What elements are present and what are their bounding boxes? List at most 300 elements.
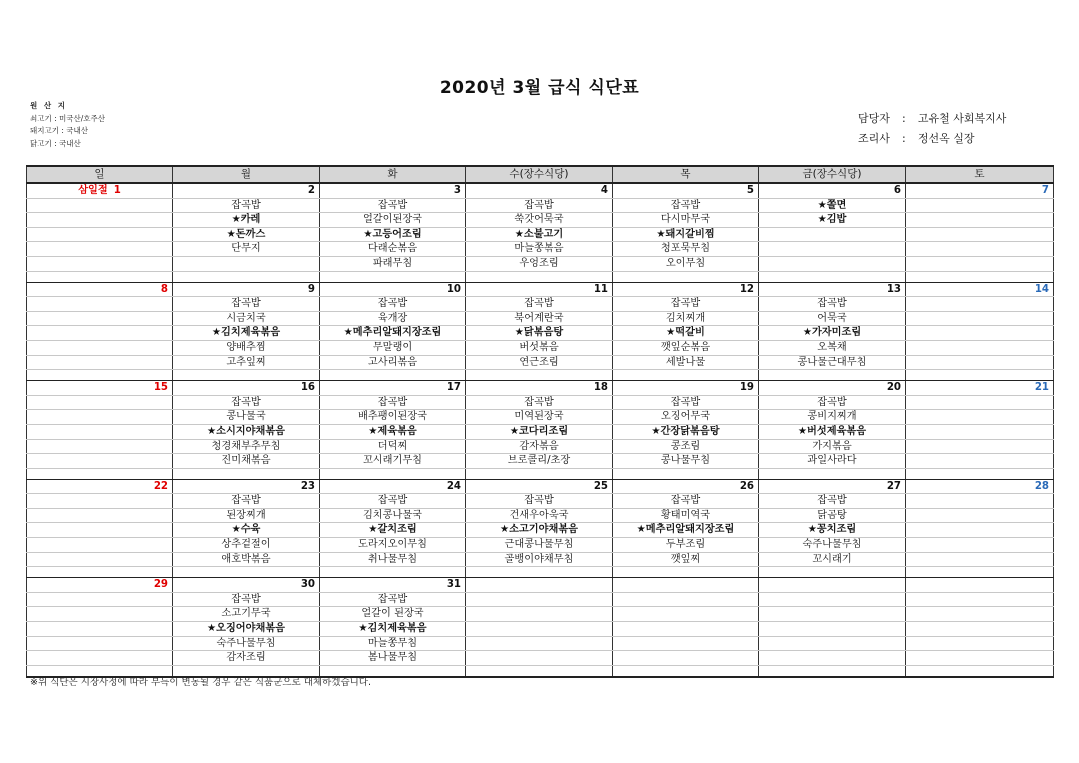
menu-row: [27, 636, 1054, 651]
menu-item: [906, 454, 1054, 469]
menu-item: 도라지오이무침: [320, 538, 466, 553]
menu-item: 더덕찌: [320, 439, 466, 454]
menu-item: ★고등어조림: [320, 227, 466, 242]
date-number: 3: [453, 185, 461, 196]
menu-item: 우엉조림: [466, 256, 613, 271]
spacer-cell: [27, 271, 173, 282]
date-number: 13: [886, 283, 901, 295]
date-cell: [320, 578, 466, 593]
menu-item: [906, 311, 1054, 326]
menu-row: [27, 326, 1054, 341]
week-spacer: [27, 468, 1054, 479]
menu-item: 미역된장국: [466, 410, 613, 425]
spacer-cell: [173, 271, 320, 282]
menu-item: [906, 607, 1054, 622]
menu-item: ★소시지야채볶음: [173, 424, 320, 439]
menu-item: [759, 607, 906, 622]
menu-item: 배추팽이된장국: [320, 410, 466, 425]
weekday-header: 수(장수식당): [466, 166, 613, 183]
menu-item: 무말랭이: [320, 340, 466, 355]
menu-item: 오복채: [759, 340, 906, 355]
weekday-header: 월: [173, 166, 320, 183]
menu-item: [613, 636, 759, 651]
menu-item: [27, 311, 173, 326]
menu-item: 진미채볶음: [173, 454, 320, 469]
menu-row: [27, 227, 1054, 242]
menu-item: 잡곡밥: [173, 297, 320, 312]
menu-item: ★소고기야채볶음: [466, 523, 613, 538]
date-cell: [173, 578, 320, 593]
menu-item: ★닭볶음탕: [466, 326, 613, 341]
menu-item: 다래순볶음: [320, 242, 466, 257]
spacer-cell: [613, 370, 759, 381]
menu-item: 숙주나물무침: [759, 538, 906, 553]
menu-item: [906, 538, 1054, 553]
menu-row: [27, 523, 1054, 538]
menu-row: [27, 424, 1054, 439]
menu-item: [27, 297, 173, 312]
menu-row: [27, 538, 1054, 553]
date-cell: [613, 479, 759, 494]
meal-calendar: [26, 165, 1054, 678]
menu-item: 된장찌개: [173, 508, 320, 523]
menu-item: [759, 592, 906, 607]
spacer-cell: [759, 468, 906, 479]
menu-row: [27, 355, 1054, 370]
date-number: 14: [1034, 283, 1049, 295]
menu-item: [466, 651, 613, 666]
menu-item: [613, 651, 759, 666]
menu-item: 과일사라다: [759, 454, 906, 469]
date-cell: [759, 381, 906, 396]
menu-row: [27, 242, 1054, 257]
weekday-header-row: [27, 166, 1054, 183]
menu-item: [906, 198, 1054, 213]
menu-item: ★가자미조림: [759, 326, 906, 341]
date-row: [27, 282, 1054, 297]
menu-item: [27, 256, 173, 271]
staff-name: 정선옥 실장: [917, 132, 975, 145]
menu-item: 김치콩나물국: [320, 508, 466, 523]
menu-item: 청포묵무침: [613, 242, 759, 257]
menu-item: 연근조림: [466, 355, 613, 370]
menu-item: 잡곡밥: [613, 494, 759, 509]
spacer-cell: [466, 468, 613, 479]
menu-item: 잡곡밥: [466, 297, 613, 312]
menu-row: [27, 651, 1054, 666]
menu-row: [27, 508, 1054, 523]
date-cell: [320, 381, 466, 396]
menu-item: [906, 439, 1054, 454]
date-number: 15: [153, 382, 168, 394]
menu-item: [27, 326, 173, 341]
menu-item: 파래무침: [320, 256, 466, 271]
spacer-cell: [613, 271, 759, 282]
date-cell: [27, 282, 173, 297]
menu-item: [27, 636, 173, 651]
menu-item: [906, 494, 1054, 509]
spacer-cell: [759, 665, 906, 677]
menu-item: [613, 622, 759, 637]
menu-item: ★갈치조림: [320, 523, 466, 538]
menu-item: ★쫄면: [759, 198, 906, 213]
menu-item: [27, 508, 173, 523]
menu-item: 애호박볶음: [173, 552, 320, 567]
spacer-cell: [27, 567, 173, 578]
menu-row: [27, 198, 1054, 213]
date-number: 8: [160, 283, 168, 295]
menu-item: [27, 395, 173, 410]
origin-line-pork: 돼지고기 : 국내산: [30, 126, 89, 135]
date-number: 26: [739, 480, 754, 492]
menu-item: 잡곡밥: [173, 198, 320, 213]
date-cell: [27, 381, 173, 396]
menu-item: [759, 227, 906, 242]
date-number: 18: [593, 382, 608, 394]
menu-item: ★소불고기: [466, 227, 613, 242]
menu-item: 잡곡밥: [173, 494, 320, 509]
menu-row: [27, 607, 1054, 622]
menu-item: ★돼지갈비찜: [613, 227, 759, 242]
menu-item: ★메추리알돼지장조림: [320, 326, 466, 341]
spacer-cell: [173, 468, 320, 479]
menu-item: ★꽁치조림: [759, 523, 906, 538]
menu-item: 북어계란국: [466, 311, 613, 326]
menu-row: [27, 439, 1054, 454]
menu-item: [906, 622, 1054, 637]
menu-item: 잡곡밥: [466, 395, 613, 410]
date-number: 28: [1034, 480, 1049, 492]
date-number: 31: [446, 579, 461, 591]
menu-item: 육개장: [320, 311, 466, 326]
menu-row: [27, 494, 1054, 509]
menu-item: [27, 213, 173, 228]
menu-item: 얼갈이 된장국: [320, 607, 466, 622]
menu-item: 세발나물: [613, 355, 759, 370]
menu-item: ★떡갈비: [613, 326, 759, 341]
menu-item: [27, 439, 173, 454]
date-cell: [613, 183, 759, 198]
menu-item: [906, 242, 1054, 257]
menu-item: [759, 242, 906, 257]
menu-item: 잡곡밥: [613, 198, 759, 213]
menu-item: 감자볶음: [466, 439, 613, 454]
menu-item: [27, 622, 173, 637]
menu-item: [466, 607, 613, 622]
menu-item: 어묵국: [759, 311, 906, 326]
page-title: 2020년 3월 급식 식단표: [439, 78, 640, 98]
date-row: [27, 183, 1054, 198]
weekday-header: 금(장수식당): [759, 166, 906, 183]
date-cell: [906, 282, 1054, 297]
menu-item: 고추잎찌: [173, 355, 320, 370]
menu-item: 닭곰탕: [759, 508, 906, 523]
spacer-cell: [320, 271, 466, 282]
date-cell: [173, 381, 320, 396]
date-number: 6: [893, 185, 901, 196]
menu-item: 잡곡밥: [466, 198, 613, 213]
menu-item: 잡곡밥: [613, 395, 759, 410]
origin-info: [30, 100, 105, 150]
staff-name: 고유철 사회복지사: [917, 112, 1007, 125]
spacer-cell: [906, 567, 1054, 578]
spacer-cell: [906, 665, 1054, 677]
menu-item: 잡곡밥: [759, 297, 906, 312]
menu-item: 단무지: [173, 242, 320, 257]
weekday-header: 화: [320, 166, 466, 183]
staff-cook: 조리사 : 정선옥 실장: [858, 132, 975, 145]
menu-item: [906, 508, 1054, 523]
date-cell: [613, 282, 759, 297]
date-number: 23: [300, 480, 315, 492]
date-number: 30: [300, 579, 315, 591]
menu-item: 콩조림: [613, 439, 759, 454]
menu-item: 브로콜리/초장: [466, 454, 613, 469]
date-row: [27, 381, 1054, 396]
menu-item: ★돈까스: [173, 227, 320, 242]
date-number: 7: [1041, 185, 1049, 196]
menu-item: [27, 340, 173, 355]
spacer-cell: [320, 370, 466, 381]
date-cell: [759, 282, 906, 297]
menu-item: 잡곡밥: [759, 395, 906, 410]
menu-row: [27, 256, 1054, 271]
menu-item: 가지볶음: [759, 439, 906, 454]
menu-row: [27, 340, 1054, 355]
spacer-cell: [759, 370, 906, 381]
menu-item: ★수육: [173, 523, 320, 538]
weekday-header: 일: [27, 166, 173, 183]
date-number: 24: [446, 480, 461, 492]
origin-line-chicken: 닭고기 : 국내산: [30, 138, 81, 148]
spacer-cell: [173, 370, 320, 381]
menu-row: [27, 410, 1054, 425]
menu-item: 고사리볶음: [320, 355, 466, 370]
date-cell: [759, 183, 906, 198]
menu-item: 버섯볶음: [466, 340, 613, 355]
date-cell: [173, 479, 320, 494]
date-number: 22: [153, 480, 168, 492]
menu-item: 콩비지찌개: [759, 410, 906, 425]
date-cell: [466, 381, 613, 396]
menu-item: [27, 651, 173, 666]
menu-item: [27, 198, 173, 213]
menu-item: [27, 424, 173, 439]
date-number: 4: [600, 185, 608, 196]
menu-item: [906, 651, 1054, 666]
menu-item: [27, 454, 173, 469]
menu-item: 잡곡밥: [173, 395, 320, 410]
date-number: 19: [739, 382, 754, 394]
staff-info: [858, 109, 1006, 149]
menu-row: [27, 395, 1054, 410]
menu-item: 잡곡밥: [320, 297, 466, 312]
menu-item: 잡곡밥: [320, 198, 466, 213]
menu-item: [27, 607, 173, 622]
menu-item: [906, 227, 1054, 242]
menu-item: 깻잎찌: [613, 552, 759, 567]
menu-item: 콩나물근대무침: [759, 355, 906, 370]
date-number: 25: [593, 480, 608, 492]
menu-item: [906, 340, 1054, 355]
menu-item: 황태미역국: [613, 508, 759, 523]
spacer-cell: [466, 271, 613, 282]
weekday-header: 목: [613, 166, 759, 183]
menu-item: [27, 410, 173, 425]
date-cell: [759, 578, 906, 593]
date-number: 27: [886, 480, 901, 492]
spacer-cell: [466, 370, 613, 381]
menu-item: 봄나물무침: [320, 651, 466, 666]
date-number: 9: [307, 283, 315, 295]
date-cell: [27, 578, 173, 593]
spacer-cell: [466, 567, 613, 578]
menu-item: 양배추찜: [173, 340, 320, 355]
menu-item: [466, 622, 613, 637]
menu-item: 잡곡밥: [759, 494, 906, 509]
menu-item: [906, 256, 1054, 271]
menu-item: 김치찌개: [613, 311, 759, 326]
menu-item: [27, 552, 173, 567]
menu-item: [906, 424, 1054, 439]
date-cell: [906, 578, 1054, 593]
footnote: ※위 식단은 시장사정에 따라 부득이 변동될 경우 같은 식품군으로 대체하겠습니다.: [30, 677, 371, 688]
menu-item: [906, 523, 1054, 538]
menu-item: 근대콩나물무침: [466, 538, 613, 553]
date-number: 20: [886, 382, 901, 394]
menu-item: 두부조림: [613, 538, 759, 553]
spacer-cell: [466, 665, 613, 677]
spacer-cell: [906, 370, 1054, 381]
spacer-cell: [759, 271, 906, 282]
date-cell: [466, 183, 613, 198]
date-cell: [320, 479, 466, 494]
date-cell: [613, 578, 759, 593]
date-number: 5: [746, 185, 754, 196]
menu-item: 오이무침: [613, 256, 759, 271]
menu-item: 골뱅이야채무침: [466, 552, 613, 567]
menu-item: [906, 592, 1054, 607]
menu-item: 잡곡밥: [320, 592, 466, 607]
menu-item: 시금치국: [173, 311, 320, 326]
date-row: [27, 578, 1054, 593]
spacer-cell: [320, 567, 466, 578]
date-number: 1: [113, 185, 121, 196]
menu-row: [27, 592, 1054, 607]
menu-item: [759, 256, 906, 271]
menu-item: 콩나물무침: [613, 454, 759, 469]
menu-item: 쑥갓어묵국: [466, 213, 613, 228]
menu-item: 잡곡밥: [173, 592, 320, 607]
menu-row: [27, 297, 1054, 312]
spacer-cell: [613, 468, 759, 479]
date-cell: [27, 479, 173, 494]
date-number: 21: [1034, 382, 1049, 394]
menu-item: 감자조림: [173, 651, 320, 666]
menu-item: 소고기무국: [173, 607, 320, 622]
menu-item: 얼갈이된장국: [320, 213, 466, 228]
weekday-header: 토: [906, 166, 1054, 183]
menu-item: [27, 523, 173, 538]
date-cell: [466, 282, 613, 297]
date-row: [27, 479, 1054, 494]
menu-item: 오징어무국: [613, 410, 759, 425]
menu-item: [906, 355, 1054, 370]
menu-item: ★메추리알돼지장조림: [613, 523, 759, 538]
staff-role: 담당자: [858, 112, 890, 125]
date-cell: [173, 183, 320, 198]
menu-item: [27, 227, 173, 242]
menu-item: [27, 355, 173, 370]
menu-item: 잡곡밥: [320, 395, 466, 410]
menu-item: [906, 326, 1054, 341]
menu-item: [613, 592, 759, 607]
menu-item: ★오징어야채볶음: [173, 622, 320, 637]
date-cell: [320, 282, 466, 297]
menu-item: [906, 636, 1054, 651]
menu-item: [906, 552, 1054, 567]
date-cell: [466, 479, 613, 494]
menu-item: [759, 622, 906, 637]
menu-row: [27, 622, 1054, 637]
menu-item: [906, 297, 1054, 312]
date-number: 11: [593, 283, 608, 295]
menu-item: ★버섯제육볶음: [759, 424, 906, 439]
date-number: 10: [446, 283, 461, 295]
menu-row: [27, 311, 1054, 326]
origin-heading: 원 산 지: [30, 101, 67, 110]
menu-row: [27, 213, 1054, 228]
origin-line-beef: 쇠고기 : 미국산/호주산: [30, 113, 106, 123]
menu-item: [173, 256, 320, 271]
menu-item: [466, 636, 613, 651]
menu-item: 마늘쫑무침: [320, 636, 466, 651]
menu-item: 콩나물국: [173, 410, 320, 425]
spacer-cell: [613, 665, 759, 677]
menu-item: [759, 651, 906, 666]
menu-item: 취나물무침: [320, 552, 466, 567]
menu-item: 마늘쫑볶음: [466, 242, 613, 257]
date-number: 29: [153, 579, 168, 591]
menu-item: ★간장닭볶음탕: [613, 424, 759, 439]
week-spacer: [27, 567, 1054, 578]
menu-item: ★코다리조림: [466, 424, 613, 439]
menu-item: [759, 636, 906, 651]
menu-item: ★김밥: [759, 213, 906, 228]
date-cell: [320, 183, 466, 198]
menu-row: [27, 552, 1054, 567]
menu-item: 꼬시래기무침: [320, 454, 466, 469]
menu-item: ★김치제육볶음: [173, 326, 320, 341]
spacer-cell: [27, 468, 173, 479]
date-number: 16: [300, 382, 315, 394]
menu-row: [27, 454, 1054, 469]
date-cell: [906, 183, 1054, 198]
week-spacer: [27, 271, 1054, 282]
menu-item: [906, 213, 1054, 228]
menu-item: [27, 494, 173, 509]
menu-item: 잡곡밥: [320, 494, 466, 509]
menu-item: [906, 395, 1054, 410]
menu-item: 청경채부추무침: [173, 439, 320, 454]
spacer-cell: [759, 567, 906, 578]
date-cell: [906, 381, 1054, 396]
spacer-cell: [173, 567, 320, 578]
spacer-cell: [27, 370, 173, 381]
spacer-cell: [906, 271, 1054, 282]
menu-item: 상추겉절이: [173, 538, 320, 553]
menu-item: [27, 242, 173, 257]
